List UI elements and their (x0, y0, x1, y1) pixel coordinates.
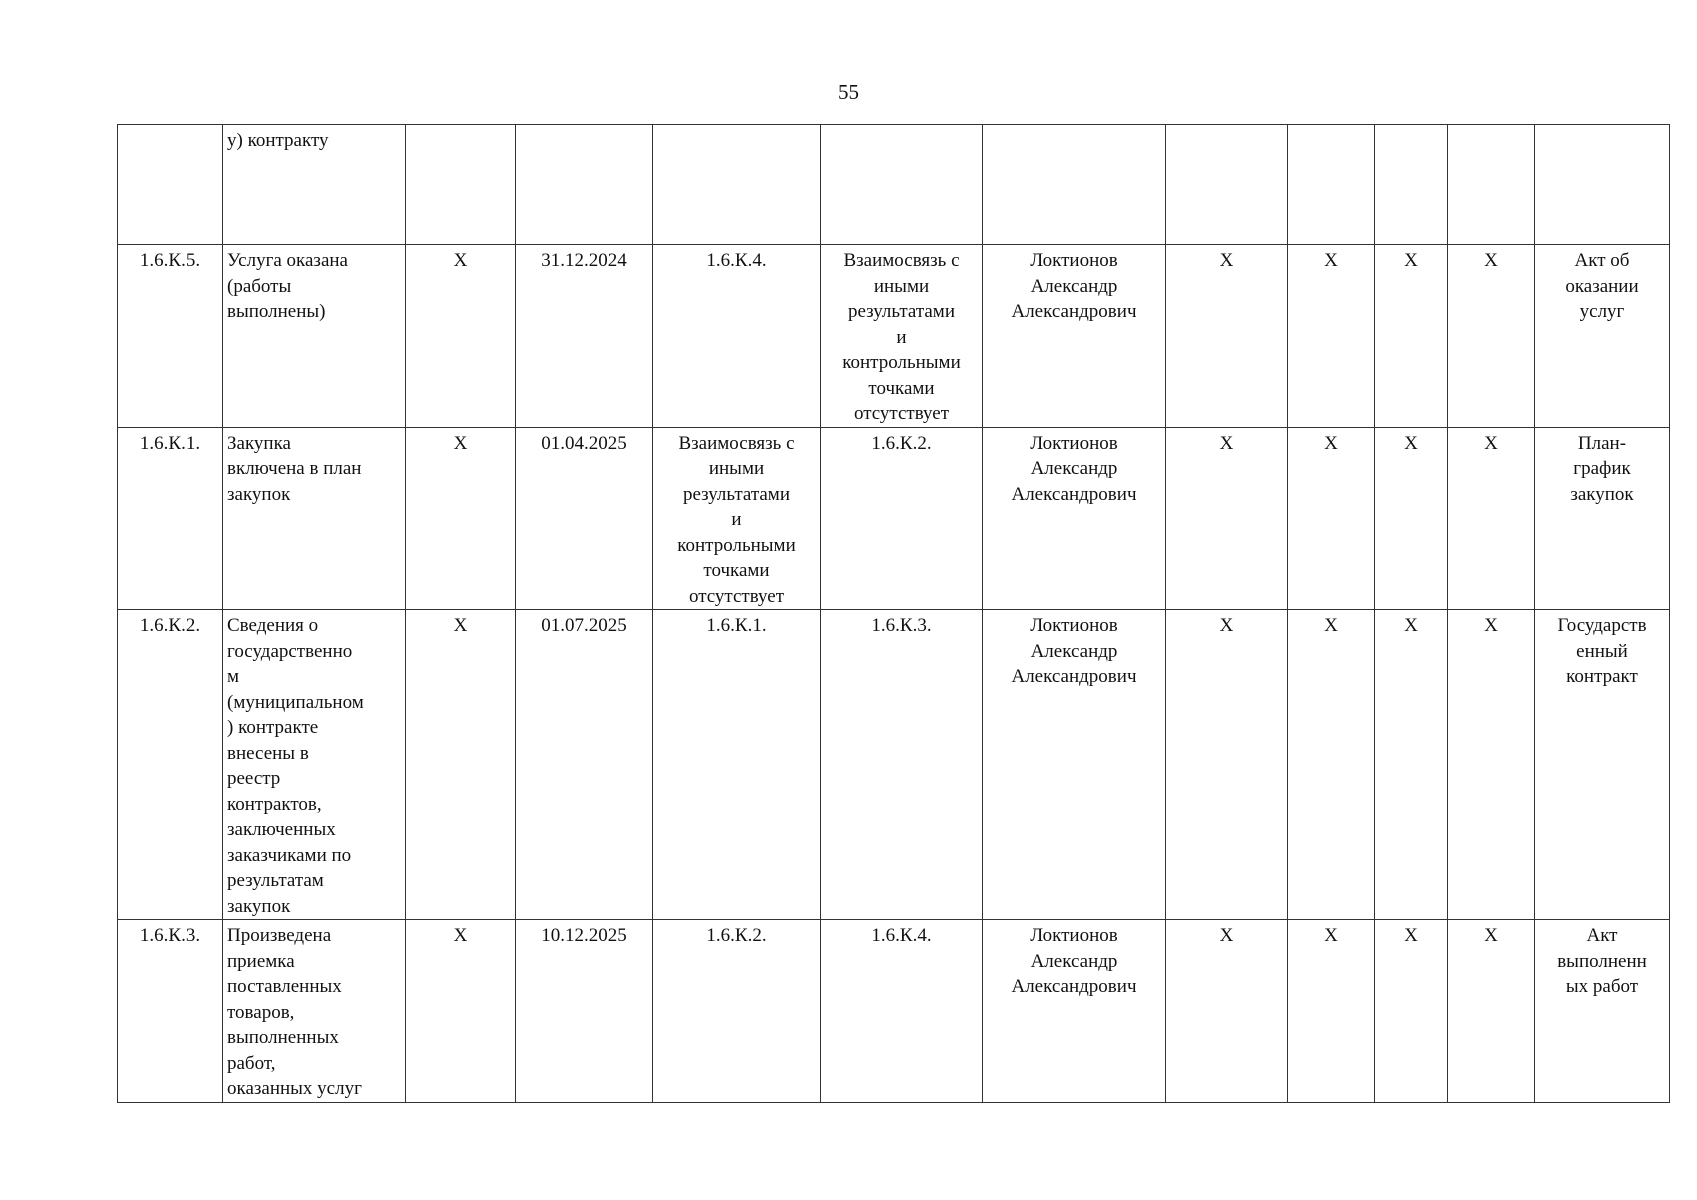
table-cell-date: 31.12.2024 (516, 245, 653, 428)
table-cell-responsible (983, 125, 1166, 245)
table-cell: X (1288, 610, 1375, 920)
table-cell (1448, 125, 1535, 245)
table-cell: X (1166, 427, 1288, 610)
table-cell-name: Услуга оказана (работы выполнены) (223, 245, 406, 428)
table-cell-predecessor (653, 125, 821, 245)
table-cell-document: План- график закупок (1535, 427, 1670, 610)
table-cell-id: 1.6.К.1. (118, 427, 223, 610)
table-cell-document: Государств енный контракт (1535, 610, 1670, 920)
table-cell: X (1288, 245, 1375, 428)
table-cell-name: Произведена приемка поставленных товаров, выполненных работ, оказанных услуг (223, 920, 406, 1103)
table-cell-name: Закупка включена в план закупок (223, 427, 406, 610)
table-cell-document: Акт об оказании услуг (1535, 245, 1670, 428)
table-cell: X (1375, 245, 1448, 428)
table-row (118, 245, 1670, 428)
table-cell: X (1288, 427, 1375, 610)
table-cell: X (1448, 610, 1535, 920)
table-cell: X (1448, 427, 1535, 610)
table-cell: X (1448, 920, 1535, 1103)
table-cell-date: 01.07.2025 (516, 610, 653, 920)
table-row (118, 125, 1670, 245)
table-row (118, 610, 1670, 920)
table-cell-successor: 1.6.К.3. (821, 610, 983, 920)
table-cell: X (1166, 245, 1288, 428)
table-cell-responsible: Локтионов Александр Александрович (983, 245, 1166, 428)
table-cell-successor (821, 125, 983, 245)
table-cell-responsible: Локтионов Александр Александрович (983, 610, 1166, 920)
control-points-table (117, 124, 1670, 1103)
table-cell-id (118, 125, 223, 245)
table-cell: X (1375, 920, 1448, 1103)
table-cell: X (406, 427, 516, 610)
table-cell-responsible: Локтионов Александр Александрович (983, 427, 1166, 610)
table-cell-responsible: Локтионов Александр Александрович (983, 920, 1166, 1103)
table-cell-date: 01.04.2025 (516, 427, 653, 610)
table-cell-document (1535, 125, 1670, 245)
table-cell: X (1166, 610, 1288, 920)
table-cell: X (1166, 920, 1288, 1103)
table-cell-date: 10.12.2025 (516, 920, 653, 1103)
table-cell (1166, 125, 1288, 245)
table-cell-id: 1.6.К.3. (118, 920, 223, 1103)
table-cell-document: Акт выполненн ых работ (1535, 920, 1670, 1103)
table-cell-id: 1.6.К.2. (118, 610, 223, 920)
table-cell-successor: 1.6.К.2. (821, 427, 983, 610)
table-cell-predecessor: 1.6.К.2. (653, 920, 821, 1103)
table-cell: X (1375, 610, 1448, 920)
table-cell: X (406, 245, 516, 428)
table-cell-successor: 1.6.К.4. (821, 920, 983, 1103)
page-number: 55 (838, 80, 859, 104)
table-cell: X (1375, 427, 1448, 610)
table-cell (1288, 125, 1375, 245)
table-cell: X (1288, 920, 1375, 1103)
table-cell-successor: Взаимосвязь с иными результатами и контрольными точками отсутствует (821, 245, 983, 428)
table-cell-name: у) контракту (223, 125, 406, 245)
table-cell-predecessor: Взаимосвязь с иными результатами и контрольными точками отсутствует (653, 427, 821, 610)
table-cell: X (406, 920, 516, 1103)
table-cell-predecessor: 1.6.К.4. (653, 245, 821, 428)
table-cell: X (1448, 245, 1535, 428)
table-cell-predecessor: 1.6.К.1. (653, 610, 821, 920)
table-cell (1375, 125, 1448, 245)
table-cell: X (406, 610, 516, 920)
table-cell-id: 1.6.К.5. (118, 245, 223, 428)
table-cell-date (516, 125, 653, 245)
table-cell-name: Сведения о государственно м (муниципальном ) контракте внесены в реестр контрактов, заключенных заказчиками по результатам закупок (223, 610, 406, 920)
table-cell (406, 125, 516, 245)
table-row (118, 427, 1670, 610)
table-row (118, 920, 1670, 1103)
